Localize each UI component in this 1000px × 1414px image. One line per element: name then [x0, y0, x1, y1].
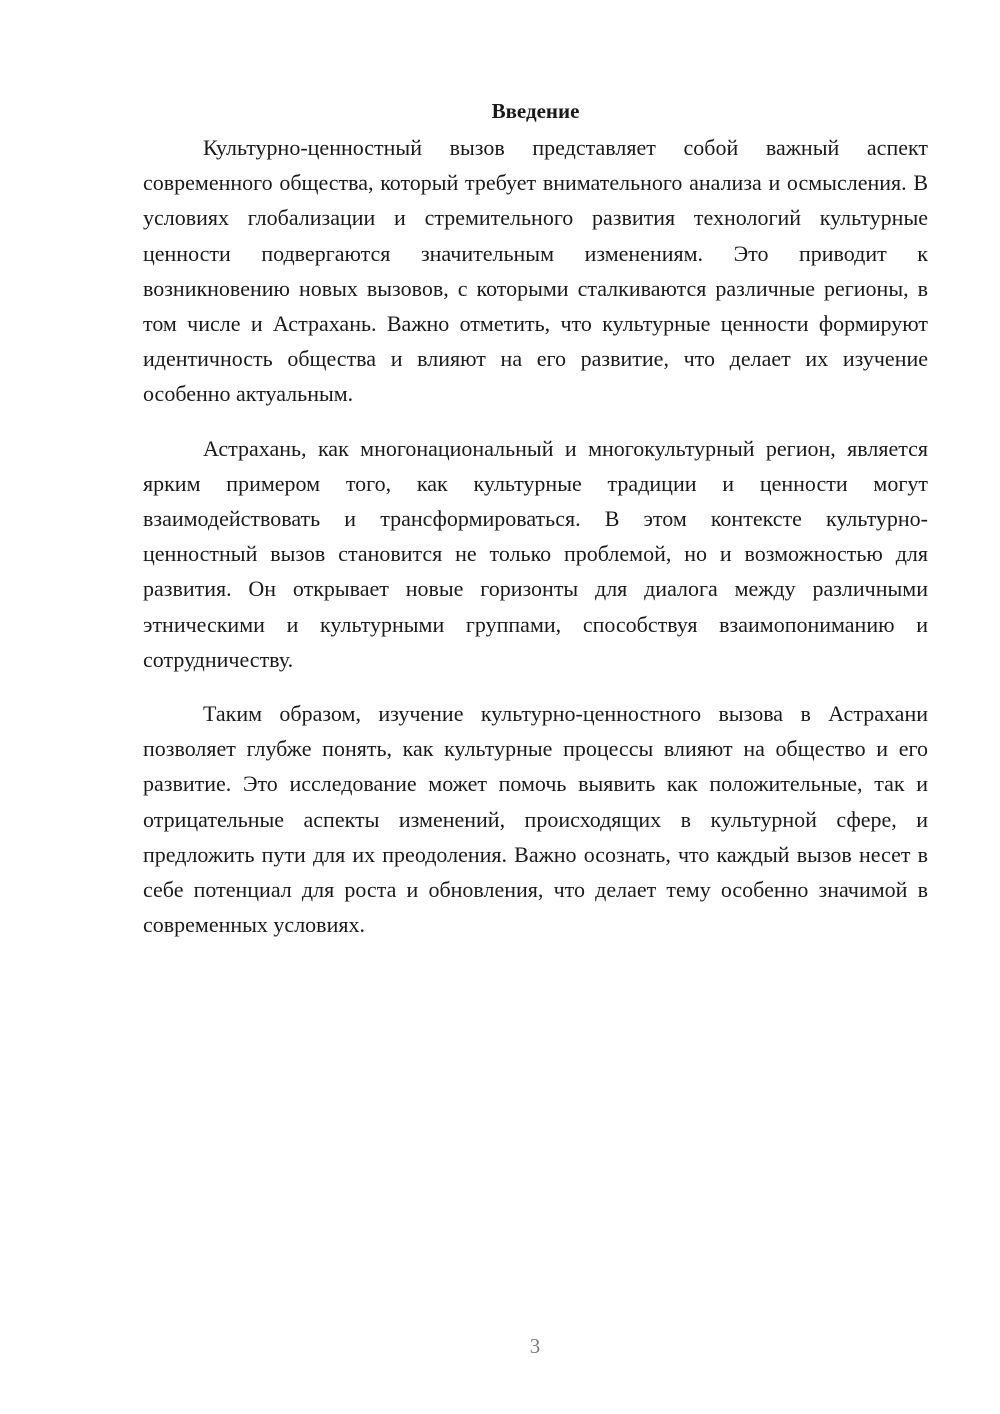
- section-title: Введение: [491, 99, 580, 123]
- page-content: [143, 96, 928, 961]
- page-number: 3: [529, 1334, 541, 1358]
- paragraph-2: Астрахань, как многонациональный и многокультурный регион, является ярким примером того, как культурные традиции и ценности могут взаимодействовать и трансформироваться. В этом контексте культурно-ценностный вызов становится не только проблемой, но и возможностью для развития. Он открывает новые горизонты для диалога между различными этническими и культурными группами, способствуя взаимопониманию и сотрудничеству.: [143, 435, 928, 672]
- paragraph-1: Культурно-ценностный вызов представляет собой важный аспект современного общества, который требует внимательного анализа и осмысления. В условиях глобализации и стремительного развития технологий культурные ценности подвергаются значительным изменениям. Это приводит к возникновению новых вызовов, с которыми сталкиваются различные регионы, в том числе и Астрахань. Важно отметить, что культурные ценности формируют идентичность общества и влияют на его развитие, что делает их изучение особенно актуальным.: [143, 135, 928, 407]
- paragraph-3: Таким образом, изучение культурно-ценностного вызова в Астрахани позволяет глубже понять, как культурные процессы влияют на общество и его развитие. Это исследование может помочь выявить как положительные, так и отрицательные аспекты изменений, происходящих в культурной сфере, и предложить пути для их преодоления. Важно осознать, что каждый вызов несет в себе потенциал для роста и обновления, что делает тему особенно значимой в современных условиях.: [143, 701, 928, 938]
